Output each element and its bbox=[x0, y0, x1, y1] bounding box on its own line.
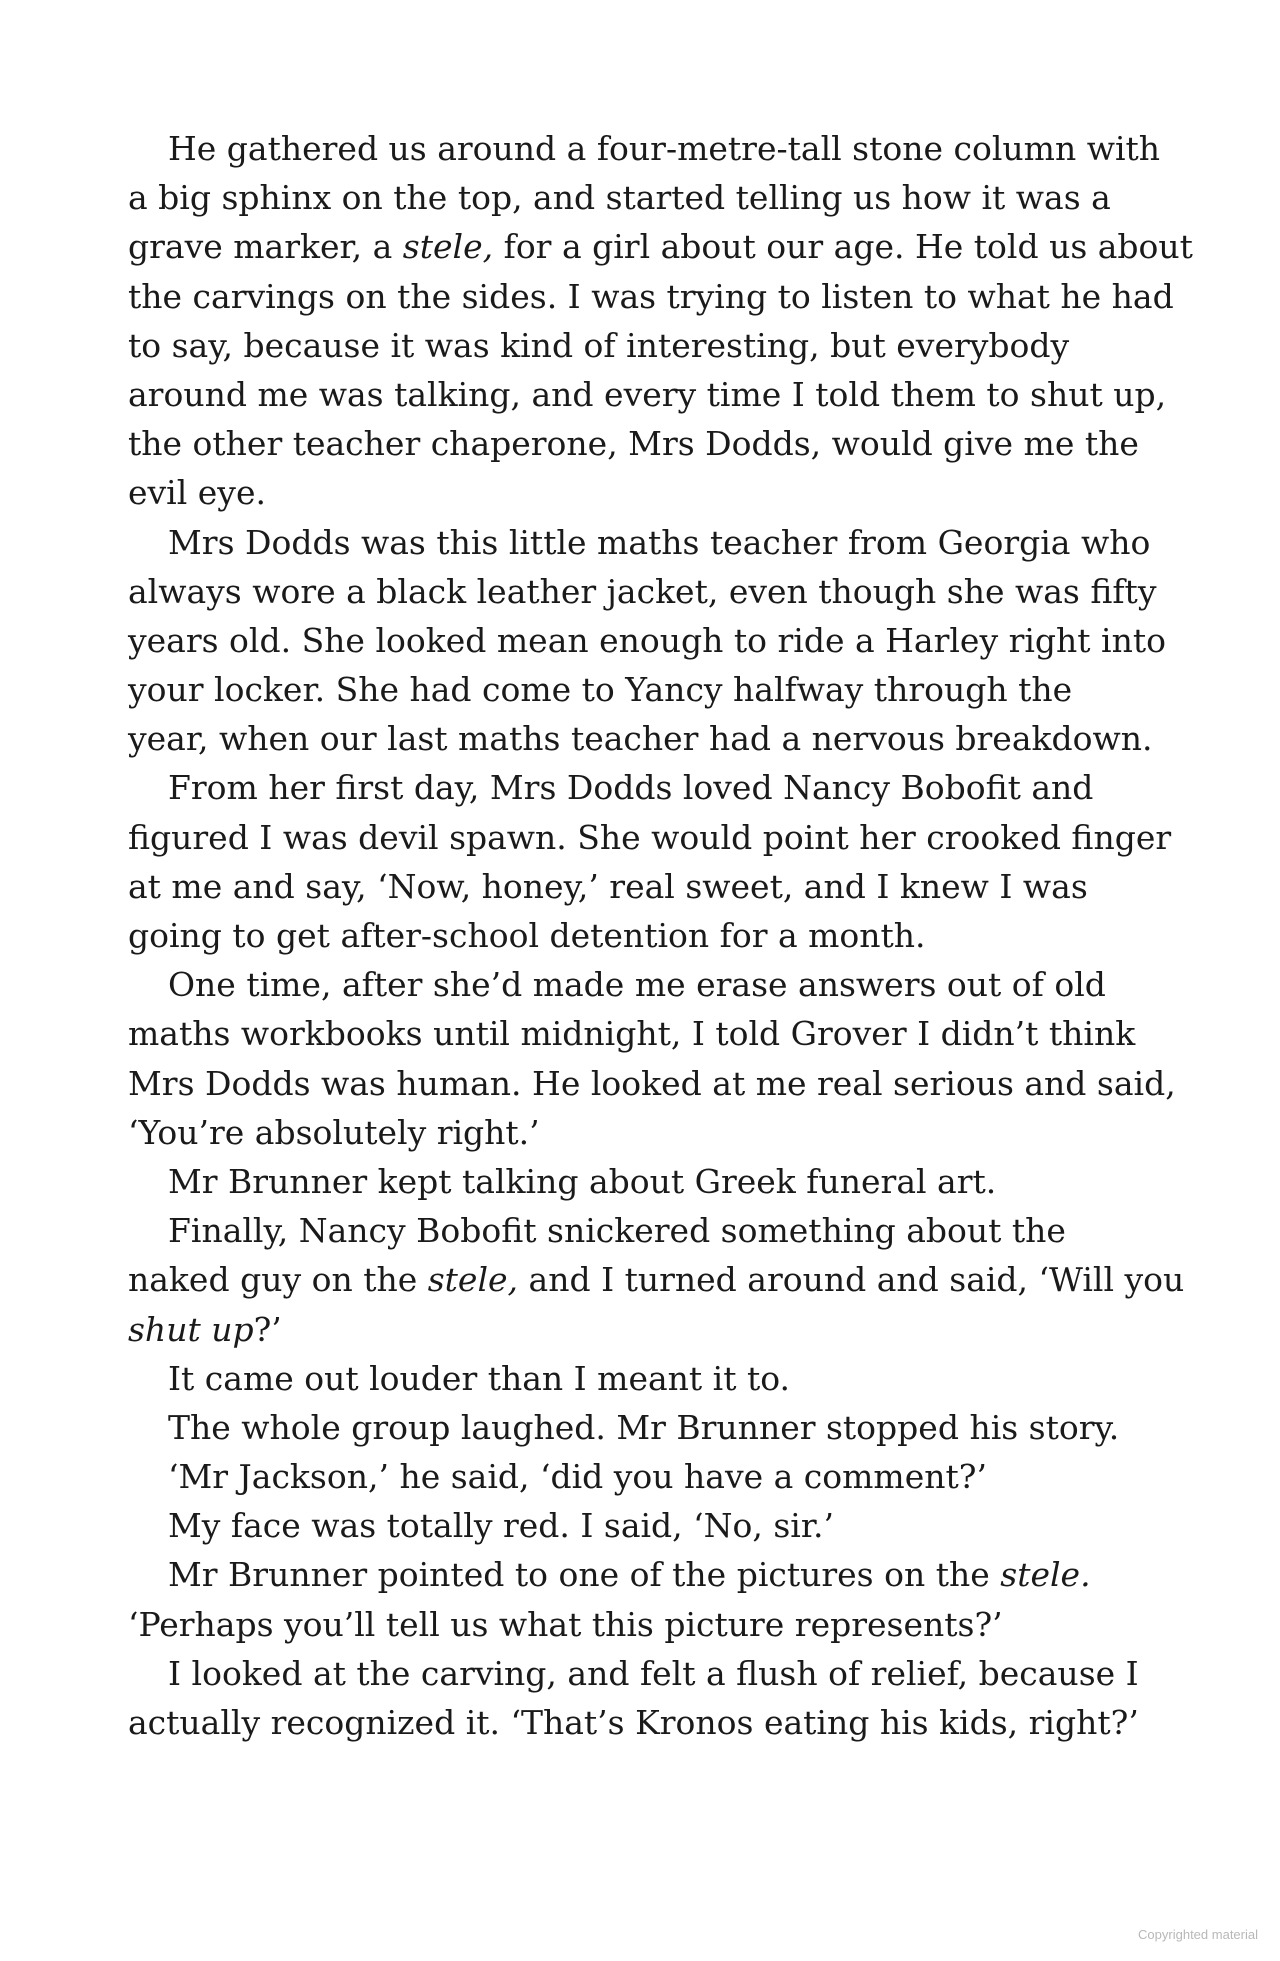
text-run: going to get after-school detention for a month. bbox=[128, 916, 926, 955]
text-run: ‘You’re absolutely right.’ bbox=[128, 1112, 540, 1152]
text-run: around me was talking, and every time I told them to shut up, bbox=[128, 374, 1167, 414]
body-text bbox=[128, 124, 1193, 1747]
text-line bbox=[128, 419, 1168, 468]
text-line bbox=[128, 1108, 1168, 1157]
text-run: years old. She looked mean enough to ride a Harley right into bbox=[128, 620, 1166, 660]
text-run: to say, because it was kind of interesting, but everybody bbox=[128, 325, 1070, 365]
italic-text: stele. bbox=[1000, 1555, 1091, 1595]
text-line bbox=[128, 1649, 1168, 1698]
text-run: grave marker, a bbox=[128, 227, 403, 267]
text-line bbox=[128, 1305, 1168, 1354]
text-line bbox=[128, 1698, 1168, 1747]
text-run: actually recognized it. ‘That’s Kronos eating his kids, right?’ bbox=[128, 1703, 1139, 1742]
text-line bbox=[128, 1009, 1168, 1058]
text-line bbox=[128, 1206, 1168, 1255]
text-run: From her first day, Mrs Dodds loved Nancy Bobofit and bbox=[168, 768, 1094, 808]
text-line bbox=[128, 714, 1168, 763]
text-line bbox=[128, 763, 1168, 812]
text-run: I looked at the carving, and felt a flush of relief, because I bbox=[168, 1653, 1139, 1693]
text-run: year, when our last maths teacher had a nervous breakdown. bbox=[128, 719, 1153, 759]
text-run: evil eye. bbox=[128, 473, 266, 513]
italic-text: stele, bbox=[402, 227, 494, 267]
text-line bbox=[128, 665, 1168, 714]
text-run: the carvings on the sides. I was trying to listen to what he had bbox=[128, 276, 1174, 316]
text-line bbox=[128, 370, 1168, 419]
text-line bbox=[128, 1255, 1185, 1304]
text-line bbox=[128, 567, 1168, 616]
text-line bbox=[128, 468, 1168, 517]
text-run: It came out louder than I meant it to. bbox=[168, 1358, 791, 1398]
text-run: the other teacher chaperone, Mrs Dodds, would give me the bbox=[128, 424, 1139, 464]
text-line bbox=[128, 1354, 1168, 1403]
italic-text: stele, bbox=[427, 1260, 519, 1300]
text-run: Finally, Nancy Bobofit snickered something about the bbox=[168, 1211, 1066, 1251]
text-run: at me and say, ‘Now, honey,’ real sweet, and I knew I was bbox=[128, 866, 1088, 906]
text-line bbox=[128, 1059, 1176, 1108]
text-line bbox=[128, 1403, 1168, 1452]
text-line bbox=[128, 1501, 1168, 1550]
text-run: ‘Mr Jackson,’ he said, ‘did you have a comment?’ bbox=[168, 1457, 987, 1497]
text-line bbox=[128, 1600, 1168, 1649]
text-line bbox=[128, 1452, 1168, 1501]
text-run: Mr Brunner pointed to one of the pictures on the bbox=[168, 1555, 1001, 1595]
text-line bbox=[128, 813, 1172, 862]
text-run: a big sphinx on the top, and started telling us how it was a bbox=[128, 178, 1111, 218]
text-run: your locker. She had come to Yancy halfway through the bbox=[128, 670, 1073, 710]
text-line bbox=[128, 272, 1174, 321]
text-line bbox=[128, 222, 1193, 271]
text-line bbox=[128, 1550, 1168, 1599]
text-line bbox=[128, 960, 1168, 1009]
text-run: and I turned around and said, ‘Will you bbox=[518, 1260, 1185, 1300]
text-run: Mr Brunner kept talking about Greek funeral art. bbox=[168, 1161, 997, 1201]
text-run: The whole group laughed. Mr Brunner stopped his story. bbox=[168, 1407, 1120, 1447]
text-run: for a girl about our age. He told us about bbox=[493, 227, 1193, 267]
text-run: He gathered us around a four-metre-tall stone column with bbox=[168, 129, 1161, 168]
text-run: ‘Perhaps you’ll tell us what this picture represents?’ bbox=[128, 1604, 1003, 1644]
text-line bbox=[128, 911, 1168, 960]
text-line bbox=[128, 173, 1168, 222]
text-run: always wore a black leather jacket, even though she was fifty bbox=[128, 571, 1157, 611]
text-line bbox=[128, 862, 1168, 911]
italic-text: shut up bbox=[128, 1309, 254, 1349]
text-run: maths workbooks until midnight, I told Grover I didn’t think bbox=[128, 1014, 1136, 1054]
text-run: ?’ bbox=[253, 1309, 282, 1349]
text-line bbox=[128, 1157, 1168, 1206]
text-run: Mrs Dodds was human. He looked at me real serious and said, bbox=[128, 1063, 1176, 1103]
text-line bbox=[128, 124, 1168, 173]
text-run: figured I was devil spawn. She would point her crooked finger bbox=[128, 817, 1172, 857]
text-line bbox=[128, 321, 1168, 370]
text-run: Mrs Dodds was this little maths teacher from Georgia who bbox=[168, 522, 1151, 562]
text-run: One time, after she’d made me erase answers out of old bbox=[168, 965, 1106, 1005]
text-line bbox=[128, 518, 1168, 567]
text-run: My face was totally red. I said, ‘No, sir.’ bbox=[168, 1506, 834, 1546]
text-line bbox=[128, 616, 1168, 665]
text-run: naked guy on the bbox=[128, 1260, 428, 1300]
copyright-watermark: Copyrighted material bbox=[1138, 1927, 1258, 1942]
